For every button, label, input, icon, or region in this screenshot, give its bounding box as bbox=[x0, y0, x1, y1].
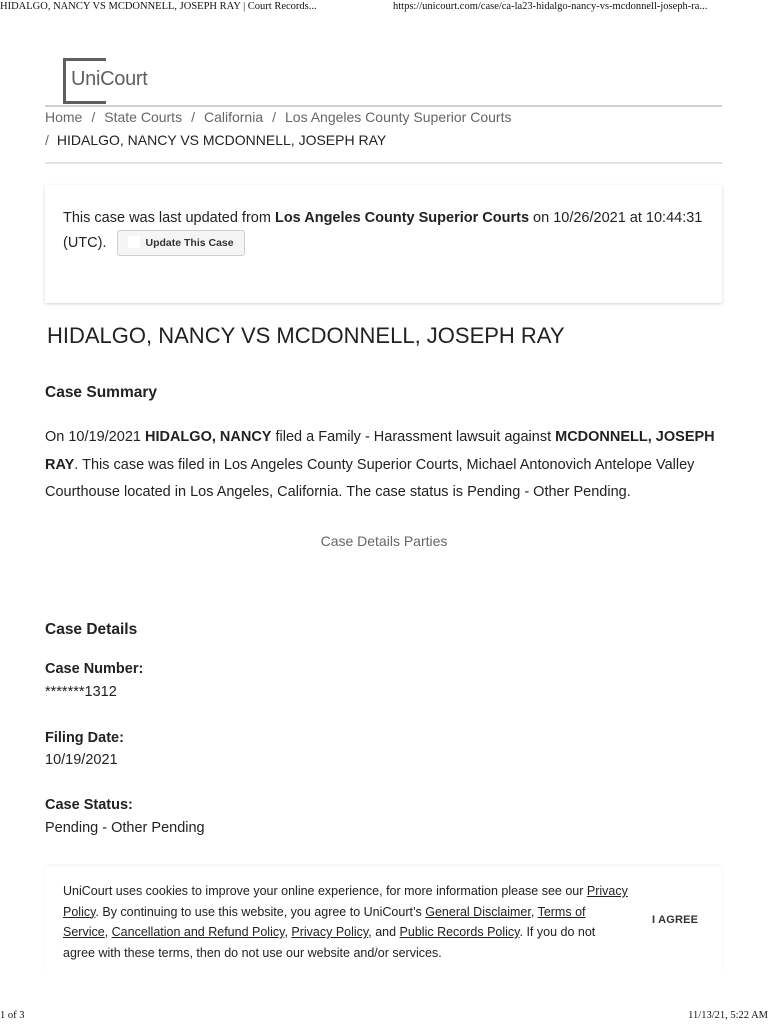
breadcrumb-separator: / bbox=[272, 109, 276, 125]
summary-plaintiff: HIDALGO, NANCY bbox=[144, 429, 272, 445]
print-header bbox=[0, 0, 768, 20]
unicourt-logo[interactable] bbox=[63, 58, 173, 101]
case-status-value: Pending - Other Pending bbox=[45, 820, 205, 836]
print-page-url: https://unicourt.com/case/ca-la23-hidalgo-nancy-vs-mcdonnell-joseph-ra... bbox=[393, 1, 708, 12]
cookie-text-6: , and bbox=[368, 925, 400, 939]
print-page-title: HIDALGO, NANCY VS MCDONNELL, JOSEPH RAY | Court Records... bbox=[0, 1, 317, 12]
update-case-button[interactable] bbox=[117, 230, 245, 256]
case-details-heading: Case Details bbox=[45, 621, 138, 638]
update-case-button-label: Update This Case bbox=[145, 237, 234, 249]
update-notice-text bbox=[63, 207, 713, 256]
summary-part-1: On 10/19/2021 bbox=[45, 429, 145, 445]
breadcrumb-court[interactable]: Los Angeles County Superior Courts bbox=[285, 109, 512, 125]
cookie-text-5: , bbox=[284, 925, 292, 939]
cookie-text-7: . If you do not agree with these terms, then do not use our website and/or services. bbox=[63, 925, 596, 960]
cookie-text-2: . By continuing to use this website, you agree to UniCourt’s bbox=[95, 904, 426, 919]
case-number-label: Case Number: bbox=[45, 661, 144, 677]
breadcrumb-separator: / bbox=[91, 109, 96, 125]
tab-parties[interactable]: Parties bbox=[403, 533, 448, 549]
breadcrumb-separator: / bbox=[45, 132, 49, 148]
filing-date-value: 10/19/2021 bbox=[45, 752, 118, 768]
public-records-policy-link[interactable]: Public Records Policy bbox=[399, 925, 520, 939]
breadcrumb-home[interactable]: Home bbox=[45, 109, 83, 125]
terms-of-service-link[interactable]: Terms of Service bbox=[63, 904, 586, 939]
update-notice-suffix: on 10/26/2021 at 10:44:31 (UTC). bbox=[63, 210, 703, 251]
case-summary-heading: Case Summary bbox=[45, 384, 158, 401]
print-page-number: 1 of 3 bbox=[0, 1010, 25, 1021]
breadcrumb-california[interactable]: California bbox=[203, 109, 264, 125]
breadcrumb-divider bbox=[45, 162, 722, 164]
summary-part-2: filed a Family - Harassment lawsuit against bbox=[271, 429, 556, 445]
case-tabs bbox=[0, 533, 768, 549]
case-title: HIDALGO, NANCY VS MCDONNELL, JOSEPH RAY bbox=[47, 323, 565, 348]
general-disclaimer-link[interactable]: General Disclaimer bbox=[425, 904, 531, 919]
case-summary-text bbox=[45, 424, 715, 507]
update-notice-court: Los Angeles County Superior Courts bbox=[274, 210, 530, 226]
cookie-text-1: UniCourt uses cookies to improve your online experience, for more information please see our bbox=[63, 884, 587, 898]
breadcrumb-state-courts[interactable]: State Courts bbox=[104, 109, 183, 125]
summary-defendant: MCDONNELL, JOSEPH RAY bbox=[45, 429, 715, 473]
privacy-policy-link[interactable]: Privacy Policy bbox=[63, 884, 628, 919]
refresh-icon bbox=[128, 236, 140, 248]
filing-date-label: Filing Date: bbox=[45, 730, 124, 746]
privacy-policy-link-2[interactable]: Privacy Policy bbox=[291, 925, 369, 939]
print-timestamp: 11/13/21, 5:22 AM bbox=[688, 1010, 768, 1021]
cookie-text-3: , bbox=[530, 904, 538, 919]
case-status-label: Case Status: bbox=[45, 797, 133, 813]
logo-text: UniCourt bbox=[71, 68, 148, 90]
breadcrumb-separator: / bbox=[191, 109, 195, 125]
breadcrumb-current: HIDALGO, NANCY VS MCDONNELL, JOSEPH RAY bbox=[56, 132, 387, 148]
cookie-text-4: , bbox=[104, 925, 112, 939]
case-number-value: *******1312 bbox=[45, 684, 117, 700]
cookie-banner bbox=[45, 866, 722, 971]
header-divider bbox=[45, 105, 722, 107]
update-notice-prefix: This case was last updated from bbox=[63, 210, 275, 226]
tab-case-details[interactable]: Case Details bbox=[320, 533, 400, 549]
agree-button[interactable]: I AGREE bbox=[652, 914, 699, 926]
cookie-text bbox=[63, 881, 628, 963]
summary-part-3: . This case was filed in Los Angeles County Superior Courts, Michael Antonovich Antelope Valley Courthouse located in Los Angeles, California. The case status is Pending - Other Pending. bbox=[45, 456, 695, 500]
refund-policy-link[interactable]: Cancellation and Refund Policy bbox=[111, 925, 285, 939]
print-footer bbox=[0, 1010, 768, 1024]
update-notice-box bbox=[45, 185, 722, 303]
